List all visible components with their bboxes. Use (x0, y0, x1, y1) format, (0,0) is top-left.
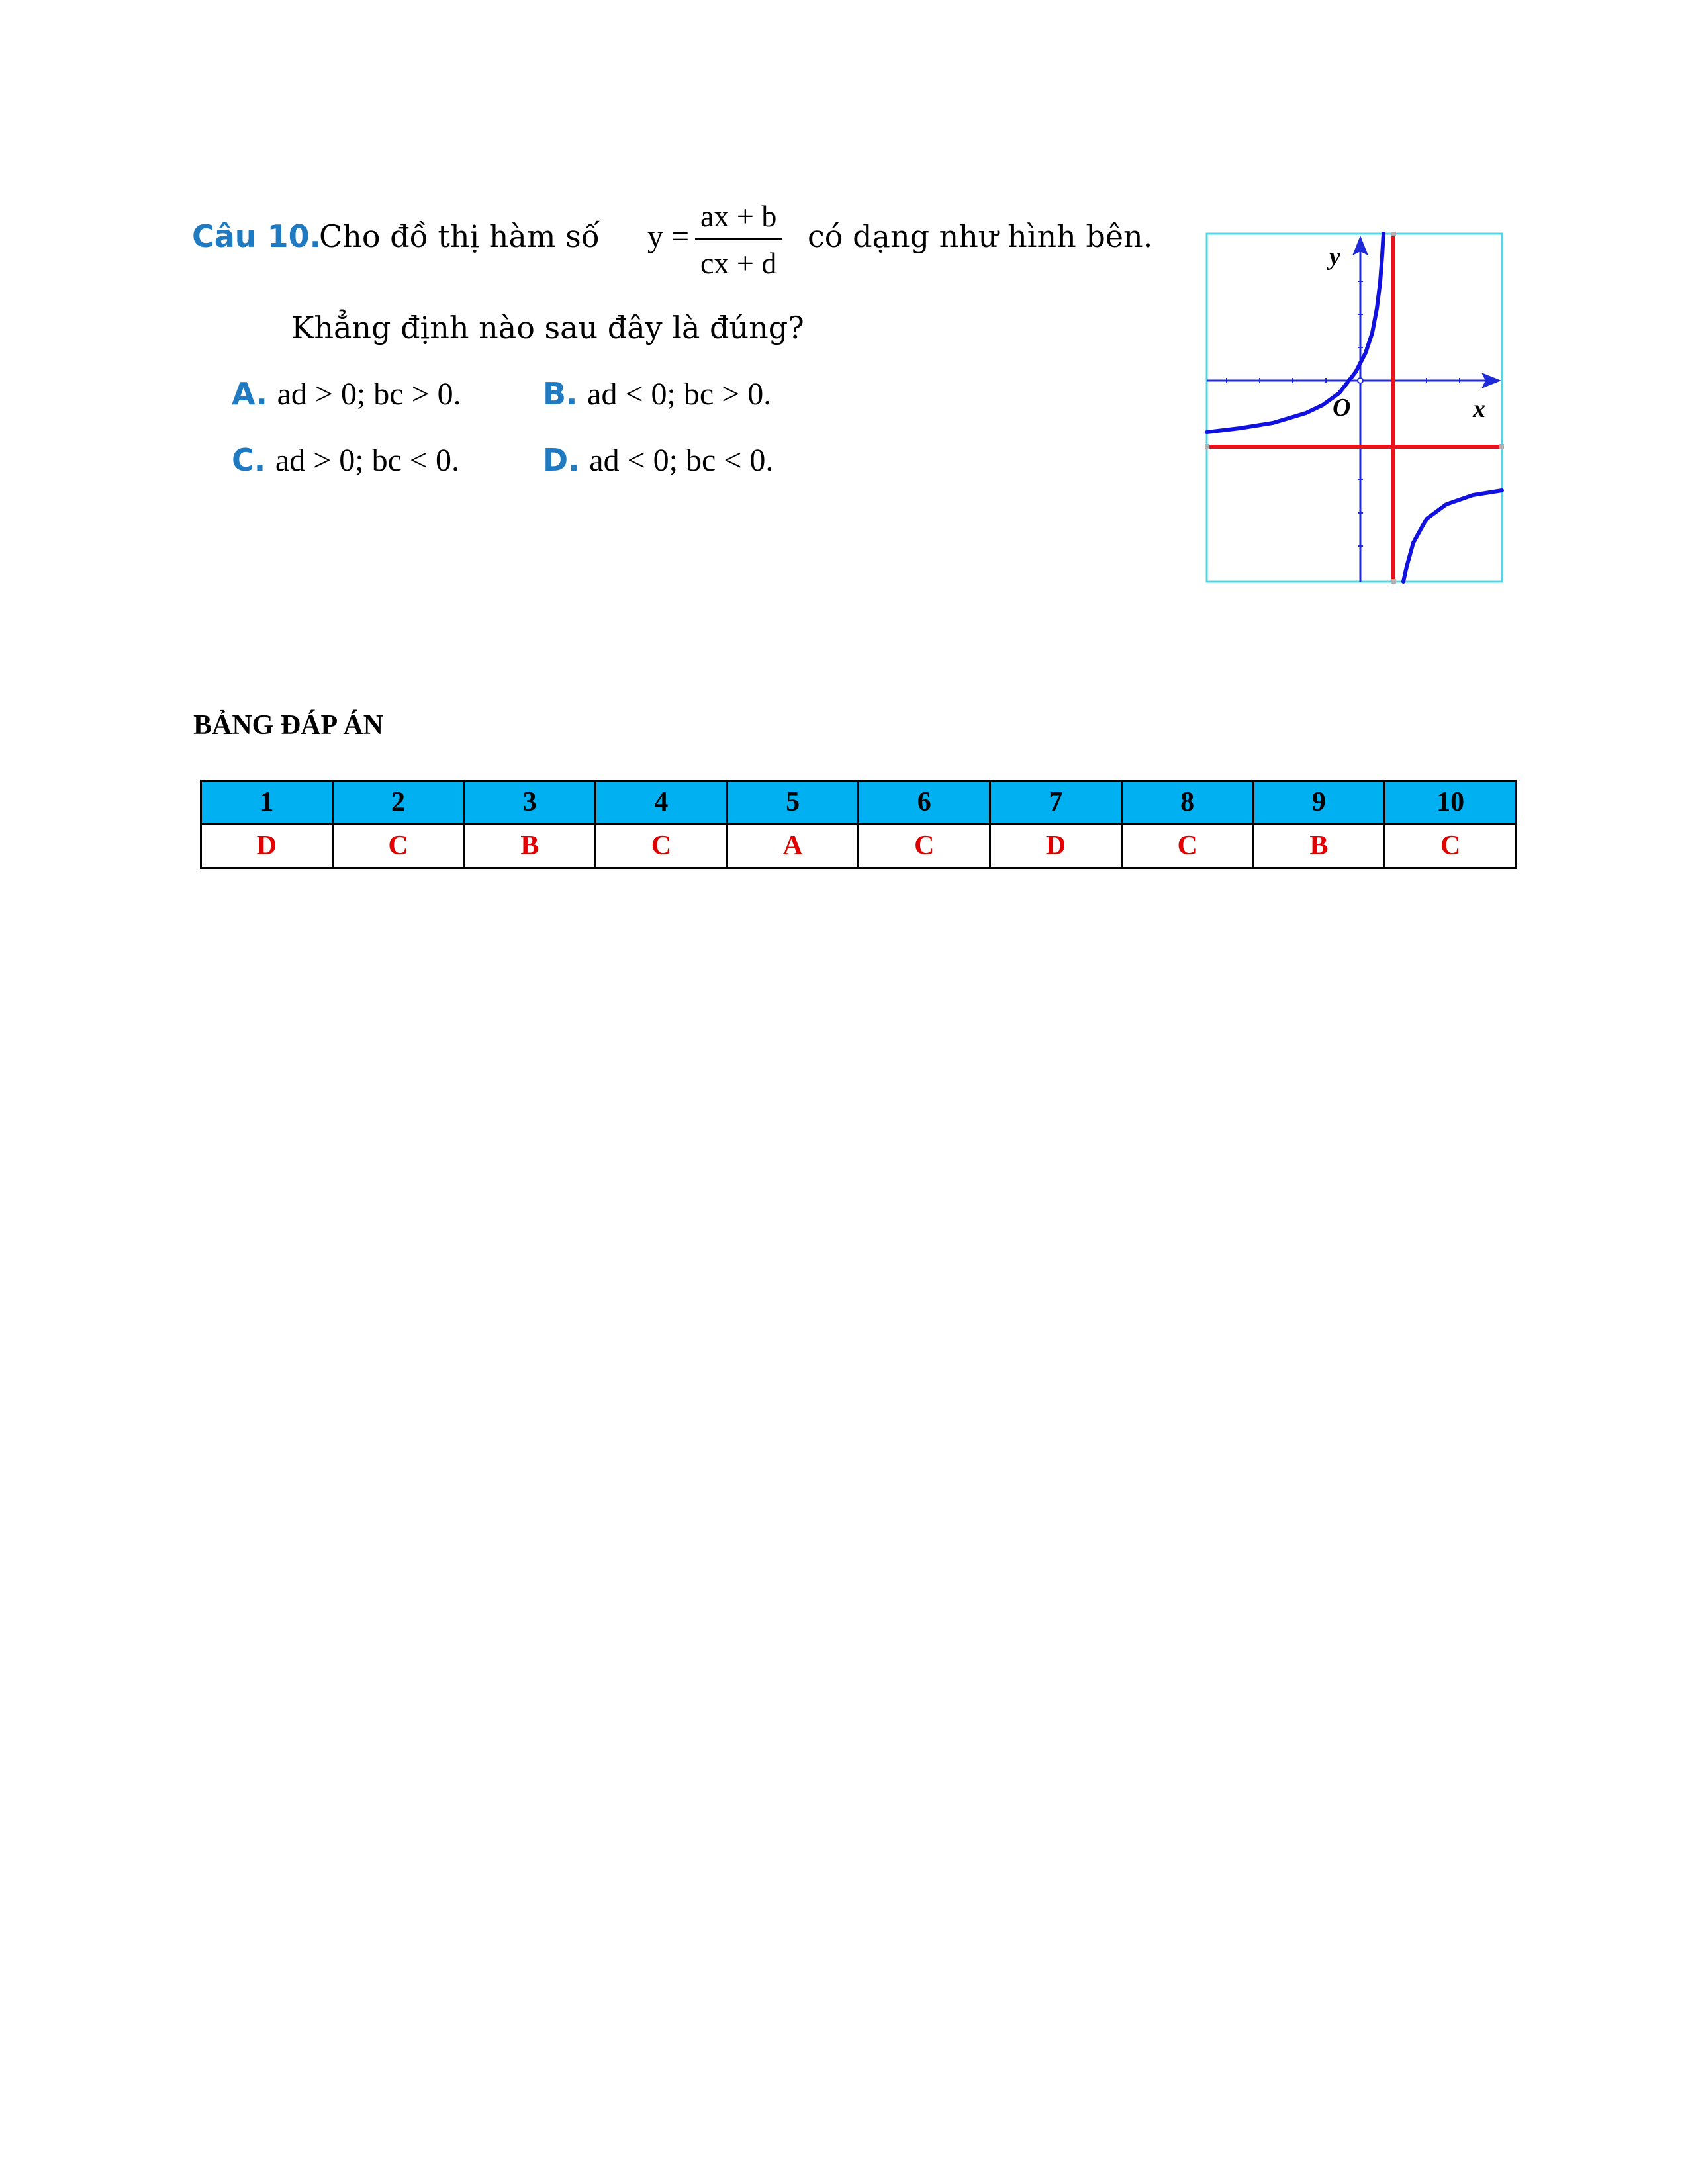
option-d[interactable] (543, 442, 773, 478)
question-intro: Cho đồ thị hàm số (319, 218, 600, 254)
asymptote-endpoint (1391, 579, 1396, 584)
question-number: 10 (1385, 781, 1517, 824)
question-number: 6 (859, 781, 990, 824)
y-axis-label: y (1329, 243, 1340, 271)
answer-table-header-row (201, 781, 1517, 824)
answer-letter: C (859, 824, 990, 868)
origin-label: O (1333, 394, 1351, 422)
question-number: 4 (596, 781, 727, 824)
answer-letter: B (464, 824, 596, 868)
curve-right-branch (1403, 490, 1502, 582)
option-d-text: ad < 0; bc < 0. (589, 443, 774, 478)
question-number: 3 (464, 781, 596, 824)
option-d-letter: D. (543, 442, 580, 478)
answer-table (200, 780, 1517, 869)
question-line (192, 218, 321, 254)
question-label: Câu 10. (192, 218, 322, 254)
option-c-text: ad > 0; bc < 0. (275, 443, 459, 478)
question-number: 8 (1121, 781, 1253, 824)
option-b[interactable] (543, 376, 771, 412)
x-axis-label: x (1473, 395, 1485, 423)
option-b-text: ad < 0; bc > 0. (587, 377, 772, 412)
curve-left-branch (1207, 234, 1383, 432)
question-number: 7 (990, 781, 1122, 824)
question-number: 2 (332, 781, 464, 824)
asymptote-endpoint (1499, 444, 1504, 449)
asymptote-endpoint (1205, 444, 1209, 449)
answer-letter: D (201, 824, 333, 868)
answer-letter: B (1253, 824, 1385, 868)
answer-letter: C (596, 824, 727, 868)
answer-table-answer-row (201, 824, 1517, 868)
origin-point (1358, 378, 1363, 383)
question-number: 5 (727, 781, 859, 824)
function-fraction (695, 201, 782, 279)
answer-letter: D (990, 824, 1122, 868)
function-y-eq: y = (647, 219, 690, 254)
answer-letter: C (332, 824, 464, 868)
answer-letter: A (727, 824, 859, 868)
option-a-letter: A. (232, 376, 267, 412)
asymptote-endpoint (1391, 232, 1396, 236)
option-a-text: ad > 0; bc > 0. (277, 377, 461, 412)
fraction-numerator: ax + b (695, 201, 782, 240)
question-number: 1 (201, 781, 333, 824)
option-c[interactable] (232, 442, 459, 478)
answer-table-title: BẢNG ĐÁP ÁN (193, 710, 384, 741)
option-c-letter: C. (232, 442, 266, 478)
answer-letter: C (1121, 824, 1253, 868)
answer-letter: C (1385, 824, 1517, 868)
question-after: có dạng như hình bên. (808, 218, 1153, 254)
graph-frame (1207, 234, 1502, 582)
question-number: 9 (1253, 781, 1385, 824)
fraction-denominator: cx + d (700, 246, 777, 280)
function-graph (1205, 232, 1509, 589)
option-a[interactable] (232, 376, 461, 412)
option-b-letter: B. (543, 376, 578, 412)
question-prompt: Khẳng định nào sau đây là đúng? (291, 310, 804, 345)
